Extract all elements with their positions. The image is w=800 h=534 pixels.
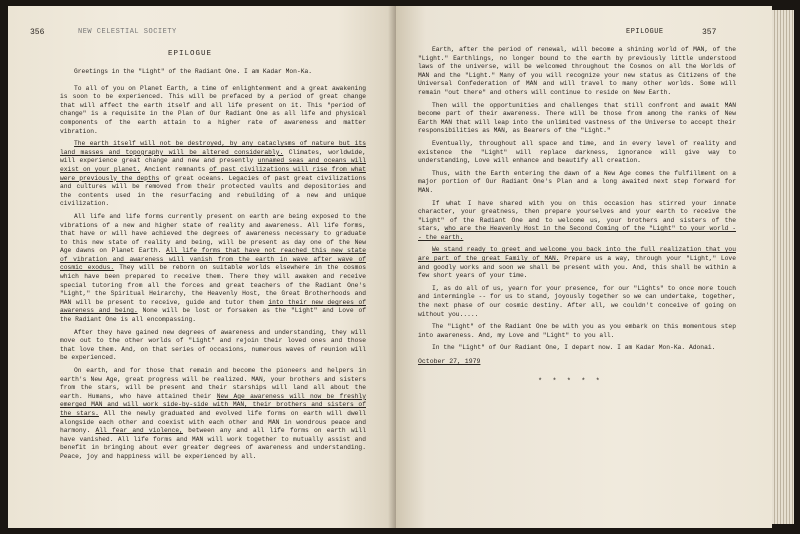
text-segment: of great oceans. Legacies of past great civilizations and cultures will be removed from their protected vaults and depositories and the contents used in the resurfacing and rebuilding of a new and unique civilization. xyxy=(60,174,366,208)
text-segment: To all of you on Planet Earth, a time of enlightenment and a great awakening is soon to be experienced. This will be prefaced by a period of great change that will affect the earth itself and all life present on it. This "period of change" is a requisite in the Plan of Our Radiant One as all life and physical components of the earth attain to a higher rate of awareness and matter vibration. xyxy=(60,84,366,135)
right-body-text xyxy=(418,46,736,357)
text-segment: In the "Light" of Our Radiant One, I depart now. I am Kadar Mon-Ka. Adonai. xyxy=(432,344,716,352)
text-segment: After they have gained new degrees of awareness and understanding, they will move out to the other worlds of "Light" and rejoin their loved ones and those that love them. And, on that series of occasions, numerous waves of reunion will be experienced. xyxy=(60,328,366,362)
paragraph xyxy=(418,46,736,98)
text-segment: Greetings in the "Light" of the Radiant One. I am Kadar Mon-Ka. xyxy=(74,68,313,75)
underlined-text: All fear and violence, xyxy=(95,427,183,435)
paragraph xyxy=(60,140,366,209)
paragraph xyxy=(418,323,736,340)
text-segment: The "Light" of the Radiant One be with you as you embark on this momentous step into awareness. And, my Love and "Light" to you all. xyxy=(418,323,736,339)
text-segment: Prepare us a way, through your "Light," Love and goodly works and soon we shall be present with you. And, this shall be within a few short years of your time. xyxy=(418,255,736,280)
paragraph xyxy=(418,344,736,353)
text-segment: They will be reborn on suitable worlds elsewhere in the cosmos which have been prepared to receive them. There they will awaken and receive special tutoring from all the forces and great teachers of the Radiant One's "Light," the Spiritual Heirarchy, the Heavenly Host, the Great Brotherhoods and MAN will be present to receive, guide and tutor them xyxy=(60,264,366,306)
underlined-text: who are the Heavenly Host in the Second Coming of the "Light" to your world -- the earth. xyxy=(418,225,737,241)
text-segment: Eventually, throughout all space and time, and in every level of reality and existence the "Light" will replace darkness, ignorance will give way to understanding, Love will enhance and beautify all creation. xyxy=(418,139,736,165)
underlined-text: The earth itself will not be destroyed, by any cataclysms of nature but its land masses and topography will be altered considerably. xyxy=(60,140,366,156)
paragraph xyxy=(60,329,366,363)
paragraph xyxy=(418,200,736,243)
open-book xyxy=(8,6,794,528)
paragraph xyxy=(418,285,736,319)
underlined-text: All life forms that have not reached this new state of vibration and awareness will vanish from the earth in wave after wave of cosmic exodus. xyxy=(60,247,366,272)
right-page-number: 357 xyxy=(702,28,717,37)
closing-stars: * * * * * xyxy=(538,378,603,386)
underlined-text: of past civilizations will rise from what were previously the depths xyxy=(60,165,366,182)
paragraph xyxy=(418,140,736,166)
text-segment: Then will the opportunities and challenges that still confront and await MAN become part of their awareness. There will be those from among the ranks of New Earth MAN that will leap into the unlimited vastness of the Universe to accept their responsibilities as MAN, as Bearers of the "Light." xyxy=(418,101,736,135)
text-segment: None will be lost or forsaken as the "Light" and Love of the Radiant One is all encompassing. xyxy=(60,307,367,324)
text-segment: On earth, and for those that remain and become the pioneers and helpers in earth's New Age, great progress will be realized. MAN, your brothers and sisters from the stars, will be present and their starships will land all about the earth. Humans, who have attained their xyxy=(60,367,366,400)
text-segment: I, as do all of us, yearn for your presence, for our "Lights" to once more touch and intermingle -- for us to stand, joyously together so we can undertake, together, the next phase of our cosmic destiny. After all, we couldn't conceive of going on without you..... xyxy=(418,284,736,318)
paragraph xyxy=(60,85,366,137)
underlined-text: unnamed seas and oceans will exist on your planet. xyxy=(60,157,366,173)
text-segment: Thus, with the Earth entering the dawn of a New Age comes the fulfillment on a major portion of Our Radiant One's Plan and a long awaited next step forward for MAN. xyxy=(418,169,736,194)
signature-date: October 27, 1979 xyxy=(418,358,481,365)
paragraph xyxy=(418,102,736,136)
paragraph xyxy=(418,246,736,280)
text-segment: All the newly graduated and evolved life forms on earth will dwell alongside each other and coexist with each other and MAN in wondrous peace and harmony. xyxy=(60,409,366,435)
page-edges xyxy=(772,10,794,524)
underlined-text: New Age awareness will now be freshly emerged MAN and will work side-by-side with MAN, their brothers and sisters of the stars. xyxy=(60,392,366,417)
left-page xyxy=(8,6,396,528)
left-page-number: 356 xyxy=(30,28,45,37)
paragraph xyxy=(60,213,366,325)
right-page xyxy=(396,6,772,528)
left-body-text xyxy=(60,68,366,466)
text-segment: Climates, worldwide, will experience great change and new and presently xyxy=(60,148,366,165)
underlined-text: into their new degrees of awareness and being. xyxy=(60,298,366,315)
text-segment: Ancient remnants xyxy=(140,165,210,173)
paragraph xyxy=(60,68,366,77)
text-segment: Earth, after the period of renewal, will become a shining world of MAN, of the "Light." Earthlings, no longer bound to the earth by previously little understood laws of the universe, will be welcomed throughout the Cosmos on all the Worlds of MAN and the "Light." Many of you will recognize your new status as Citizens of the Universal Confederation of MAN and will travel to many other worlds. Some will remain "out there" and others will continue to reside on New Earth. xyxy=(418,46,736,96)
underlined-text: We stand ready to greet and welcome you back into the full realization that you are part of the great Family of MAN. xyxy=(418,246,736,263)
text-segment: between any and all life forms on earth will have vanished. All life forms and MAN will work together to mutually assist and benefit in bringing about ever greater degrees of awareness and understanding. Peace, joy and happiness will be experienced by all. xyxy=(60,427,367,460)
right-running-head: EPILOGUE xyxy=(626,28,664,36)
left-running-head: NEW CELESTIAL SOCIETY xyxy=(78,28,177,36)
text-segment: All life and life forms currently present on earth are being exposed to the vibrations of a new and higher state of reality and awareness. All life forms, that have or will have achieved the degrees of awareness necessary to graduate to this new state of reality and being, will be present as day one of the New Age dawns on Planet Earth. xyxy=(60,212,366,255)
text-segment: If what I have shared with you on this occasion has stirred your innate character, your greatness, then prepare yourselves and your earth to receive the "Light" of the Radiant One and to welcome us, your brothers and sisters of the stars, xyxy=(418,199,736,233)
epilogue-title: EPILOGUE xyxy=(168,50,213,58)
paragraph xyxy=(60,367,366,462)
paragraph xyxy=(418,170,736,196)
